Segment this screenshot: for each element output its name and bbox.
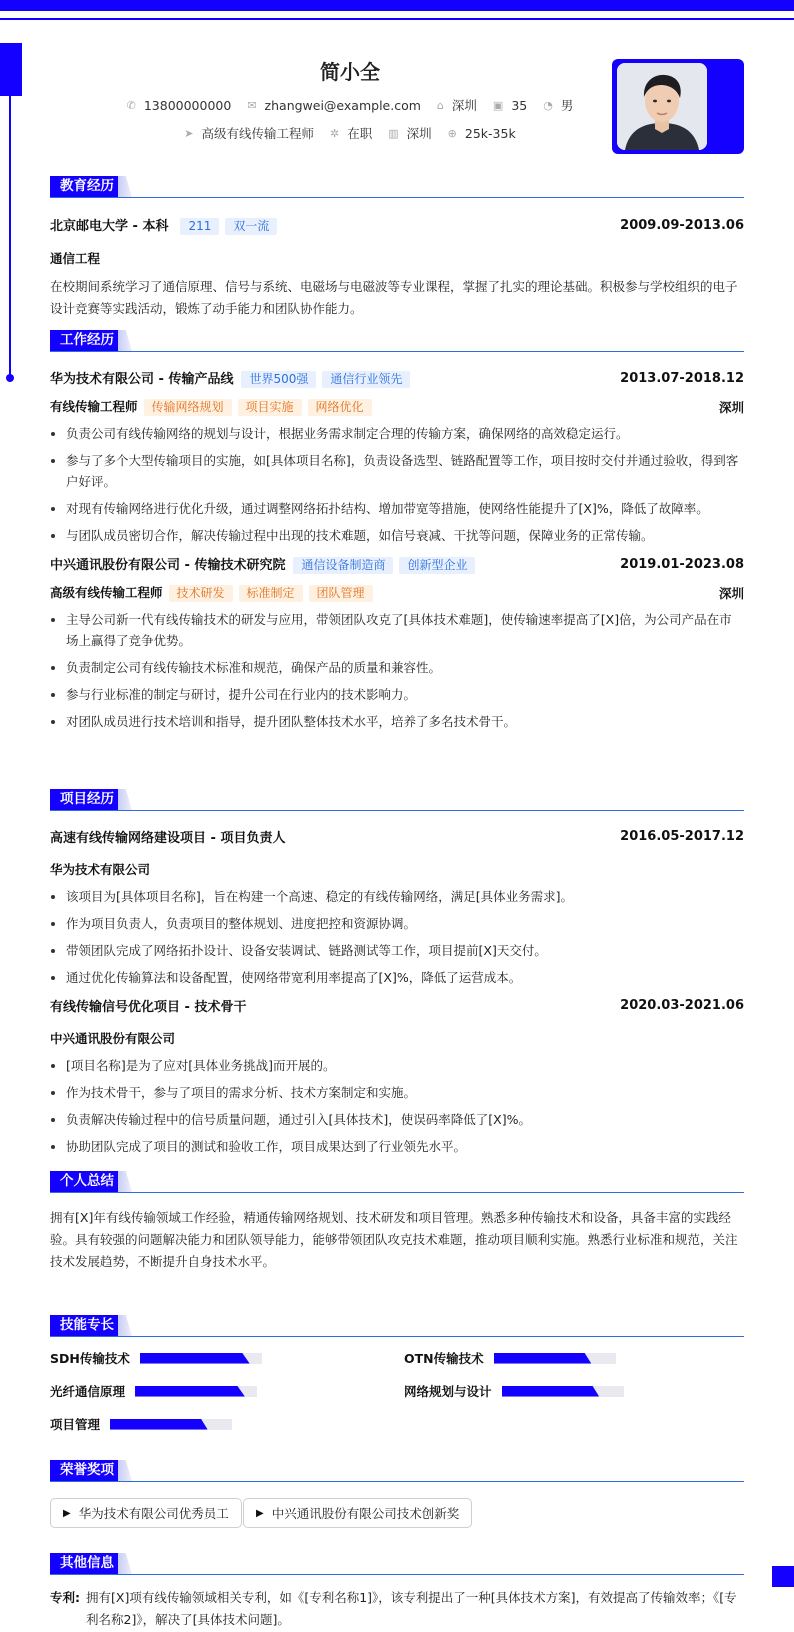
- tag: 211: [180, 218, 219, 235]
- phone-icon: ✆: [126, 98, 136, 112]
- work-heading: [50, 330, 744, 352]
- right-accent-block: [772, 1566, 794, 1587]
- salary-item: [448, 126, 516, 141]
- list-item: 主导公司新一代有线传输技术的研发与应用，带领团队攻克了[具体技术难题]，使传输速率提高了[X]倍，为公司产品在市场上赢得了竞争优势。: [50, 609, 744, 651]
- projects-heading: [50, 789, 744, 811]
- project-title: 高速有线传输网络建设项目 - 项目负责人: [50, 831, 286, 846]
- section-tail: [118, 1553, 132, 1574]
- list-item: 通过优化传输算法和设备配置，使网络带宽利用率提高了[X]%，降低了运营成本。: [50, 967, 744, 988]
- skill-tag: 标准制定: [239, 585, 303, 602]
- tag: 通信行业领先: [322, 371, 410, 388]
- skill-bar: [135, 1386, 257, 1397]
- skill-tag: 技术研发: [169, 585, 233, 602]
- project-company: 中兴通讯股份有限公司: [50, 1031, 176, 1046]
- skill-bar: [140, 1353, 262, 1364]
- skill-tag: 网络优化: [308, 399, 372, 416]
- list-item: 参与行业标准的制定与研讨，提升公司在行业内的技术影响力。: [50, 684, 744, 705]
- section-tail: [118, 1315, 132, 1336]
- section-tail: [118, 1460, 132, 1481]
- section-tail: [118, 176, 132, 197]
- summary-heading: [50, 1171, 744, 1193]
- role-title: 高级有线传输工程师: [50, 585, 163, 600]
- major: 通信工程: [50, 251, 101, 266]
- patent-label: 专利:: [50, 1590, 80, 1605]
- top-accent-line: [0, 18, 794, 20]
- skill-bar-fill: [494, 1353, 592, 1364]
- gender-text: 男: [560, 98, 574, 113]
- mail-icon: ✉: [247, 98, 257, 112]
- list-item: 负责公司有线传输网络的规划与设计，根据业务需求制定合理的传输方案，确保网络的高效稳定运行。: [50, 423, 744, 444]
- job-item: [184, 124, 314, 142]
- city-text: 深圳: [406, 126, 432, 141]
- section-title-skills: 技能专长: [50, 1315, 124, 1336]
- play-triangle-icon: ▶: [256, 1507, 264, 1519]
- left-accent-block: [0, 43, 22, 96]
- skill-name: SDH传输技术: [50, 1351, 130, 1366]
- project-entry-header: [50, 996, 744, 1015]
- skill-item: [50, 1349, 262, 1367]
- list-item: 与团队成员密切合作，解决传输过程中出现的技术难题，如信号衰减、干扰等问题，保障业务的正常传输。: [50, 525, 744, 546]
- email-item: [247, 98, 421, 113]
- list-item: 参与了多个大型传输项目的实施，如[具体项目名称]，负责设备选型、链路配置等工作，项目按时交付并通过验收，得到客户好评。: [50, 450, 744, 492]
- school-name: 北京邮电大学 - 本科: [50, 219, 169, 234]
- section-title-summary: 个人总结: [50, 1171, 124, 1192]
- award-card: [50, 1498, 242, 1528]
- education-heading: [50, 176, 744, 198]
- education-date: 2009.09-2013.06: [620, 217, 744, 233]
- left-timeline-line: [9, 96, 11, 377]
- left-timeline-dot: [6, 374, 14, 382]
- honors-section: [50, 1460, 744, 1530]
- skill-name: 光纤通信原理: [50, 1384, 126, 1399]
- candidate-name: 简小全: [320, 60, 380, 84]
- skill-bar: [494, 1353, 616, 1364]
- home-item: [437, 96, 477, 114]
- tag: 通信设备制造商: [293, 557, 393, 574]
- home-icon: ⌂: [436, 98, 444, 112]
- work-city: 深圳: [718, 585, 744, 601]
- honors-heading: [50, 1460, 744, 1482]
- patent-text: 拥有[X]项有线传输领域相关专利，如《[专利名称1]》，该专利提出了一种[具体技术方案]，有效提高了传输效率；《[专利名称2]》，解决了[具体技术问题]。: [86, 1590, 737, 1627]
- age-text: 35: [511, 97, 528, 113]
- skills-heading: [50, 1315, 744, 1337]
- skill-name: 网络规划与设计: [404, 1384, 492, 1399]
- skill-tag: 团队管理: [309, 585, 373, 602]
- gender-item: [543, 96, 573, 114]
- list-item: [项目名称]是为了应对[具体业务挑战]而开展的。: [50, 1055, 744, 1076]
- award-text: 中兴通讯股份有限公司技术创新奖: [271, 1506, 460, 1521]
- skill-bar-fill: [140, 1353, 250, 1364]
- building-icon: ▥: [388, 126, 399, 140]
- list-item: 负责解决传输过程中的信号质量问题，通过引入[具体技术]，使误码率降低了[X]%。: [50, 1109, 744, 1130]
- tag: 世界500强: [241, 371, 316, 388]
- work-role-row: [50, 583, 744, 602]
- skill-item: [50, 1382, 257, 1400]
- skill-bar-fill: [110, 1419, 208, 1430]
- skill-name: OTN传输技术: [404, 1351, 484, 1366]
- skill-item: [50, 1415, 232, 1433]
- status-item: [330, 124, 372, 142]
- skill-tag: 传输网络规划: [144, 399, 232, 416]
- money-icon: ⊕: [447, 126, 457, 140]
- role-line: [50, 397, 372, 416]
- summary-section: [50, 1171, 744, 1273]
- project-bullets: [50, 1055, 744, 1157]
- project-date: 2020.03-2021.06: [620, 998, 744, 1013]
- project-bullets: [50, 886, 744, 988]
- send-icon: ➤: [184, 126, 194, 140]
- list-item: 该项目为[具体项目名称]，旨在构建一个高速、稳定的有线传输网络，满足[具体业务需求]。: [50, 886, 744, 907]
- contact-row: [110, 96, 590, 114]
- job-text: 高级有线传输工程师: [201, 126, 315, 141]
- section-tail: [118, 1171, 132, 1192]
- section-title-honors: 荣誉奖项: [50, 1460, 124, 1481]
- section-title-projects: 项目经历: [50, 789, 124, 810]
- work-bullets: [50, 609, 744, 732]
- skill-bar-fill: [135, 1386, 245, 1397]
- work-city: 深圳: [718, 399, 744, 415]
- section-tail: [118, 789, 132, 810]
- list-item: 作为技术骨干，参与了项目的需求分析、技术方案制定和实施。: [50, 1082, 744, 1103]
- home-text: 深圳: [451, 98, 477, 113]
- list-item: 对团队成员进行技术培训和指导，提升团队整体技术水平，培养了多名技术骨干。: [50, 711, 744, 732]
- other-heading: [50, 1553, 744, 1575]
- work-entry-header: [50, 368, 744, 388]
- company-line: [50, 554, 475, 574]
- list-item: 协助团队完成了项目的测试和验收工作，项目成果达到了行业领先水平。: [50, 1136, 744, 1157]
- resume-header: [50, 58, 590, 142]
- work-bullets: [50, 423, 744, 546]
- avatar-portrait: [617, 63, 707, 150]
- skill-item: [404, 1382, 624, 1400]
- education-section: [50, 176, 744, 320]
- role-line: [50, 583, 373, 602]
- patent-row: [50, 1587, 744, 1631]
- skill-bar: [502, 1386, 624, 1397]
- summary-text: 拥有[X]年有线传输领域工作经验，精通传输网络规划、技术研发和项目管理。熟悉多种传输技术和设备，具备丰富的实践经验。具有较强的问题解决能力和团队领导能力，能够带领团队攻克技术难题，推动项目顺利实施。熟悉行业标准和规范，关注技术发展趋势，不断提升自身技术水平。: [50, 1210, 738, 1269]
- project-date: 2016.05-2017.12: [620, 829, 744, 844]
- tag: 创新型企业: [399, 557, 475, 574]
- list-item: 带领团队完成了网络拓扑设计、设备安装调试、链路测试等工作，项目提前[X]天交付。: [50, 940, 744, 961]
- company-line: [50, 368, 410, 388]
- other-section: [50, 1553, 744, 1631]
- education-entry-header: [50, 215, 744, 235]
- skill-bar: [110, 1419, 232, 1430]
- award-card: [243, 1498, 472, 1528]
- education-description: 在校期间系统学习了通信原理、信号与系统、电磁场与电磁波等专业课程，掌握了扎实的理论基础。积极参与学校组织的电子设计竞赛等实践活动，锻炼了动手能力和团队协作能力。: [50, 279, 738, 316]
- list-item: 负责制定公司有线传输技术标准和规范，确保产品的质量和兼容性。: [50, 657, 744, 678]
- skills-section: [50, 1315, 744, 1432]
- project-entry-header: [50, 827, 744, 846]
- company-name: 华为技术有限公司 - 传输产品线: [50, 372, 234, 387]
- role-title: 有线传输工程师: [50, 399, 138, 414]
- skill-tag: 项目实施: [238, 399, 302, 416]
- avatar: [617, 63, 707, 150]
- top-accent-bar: [0, 0, 794, 11]
- work-section: [50, 330, 744, 738]
- status-text: 在职: [347, 126, 373, 141]
- gender-icon: ◔: [543, 98, 553, 112]
- list-item: 对现有传输网络进行优化升级，通过调整网络拓扑结构、增加带宽等措施，使网络性能提升了[X]%，降低了故障率。: [50, 498, 744, 519]
- tag: 双一流: [225, 218, 277, 235]
- age-item: [493, 98, 527, 113]
- photo-frame: [612, 59, 744, 154]
- work-date: 2013.07-2018.12: [620, 370, 744, 386]
- projects-section: [50, 789, 744, 1163]
- section-title-education: 教育经历: [50, 176, 124, 197]
- phone-item: [127, 98, 232, 113]
- job-row: [110, 124, 590, 142]
- email-text: zhangwei@example.com: [264, 97, 421, 113]
- salary-text: 25k-35k: [464, 125, 516, 141]
- award-text: 华为技术有限公司优秀员工: [78, 1506, 229, 1521]
- phone-text: 13800000000: [143, 97, 232, 113]
- skill-name: 项目管理: [50, 1417, 101, 1432]
- city-item: [388, 124, 431, 142]
- skill-bar-fill: [502, 1386, 600, 1397]
- school-line: [50, 215, 277, 235]
- company-name: 中兴通讯股份有限公司 - 传输技术研究院: [50, 558, 286, 573]
- project-title: 有线传输信号优化项目 - 技术骨干: [50, 1000, 247, 1015]
- gear-icon: ✲: [330, 126, 340, 140]
- skill-item: [404, 1349, 616, 1367]
- section-title-other: 其他信息: [50, 1553, 124, 1574]
- work-role-row: [50, 397, 744, 416]
- play-triangle-icon: ▶: [63, 1507, 71, 1519]
- list-item: 作为项目负责人，负责项目的整体规划、进度把控和资源协调。: [50, 913, 744, 934]
- project-company: 华为技术有限公司: [50, 862, 151, 877]
- section-title-work: 工作经历: [50, 330, 124, 351]
- section-tail: [118, 330, 132, 351]
- work-date: 2019.01-2023.08: [620, 556, 744, 572]
- lock-icon: ▣: [492, 98, 504, 112]
- work-entry-header: [50, 554, 744, 574]
